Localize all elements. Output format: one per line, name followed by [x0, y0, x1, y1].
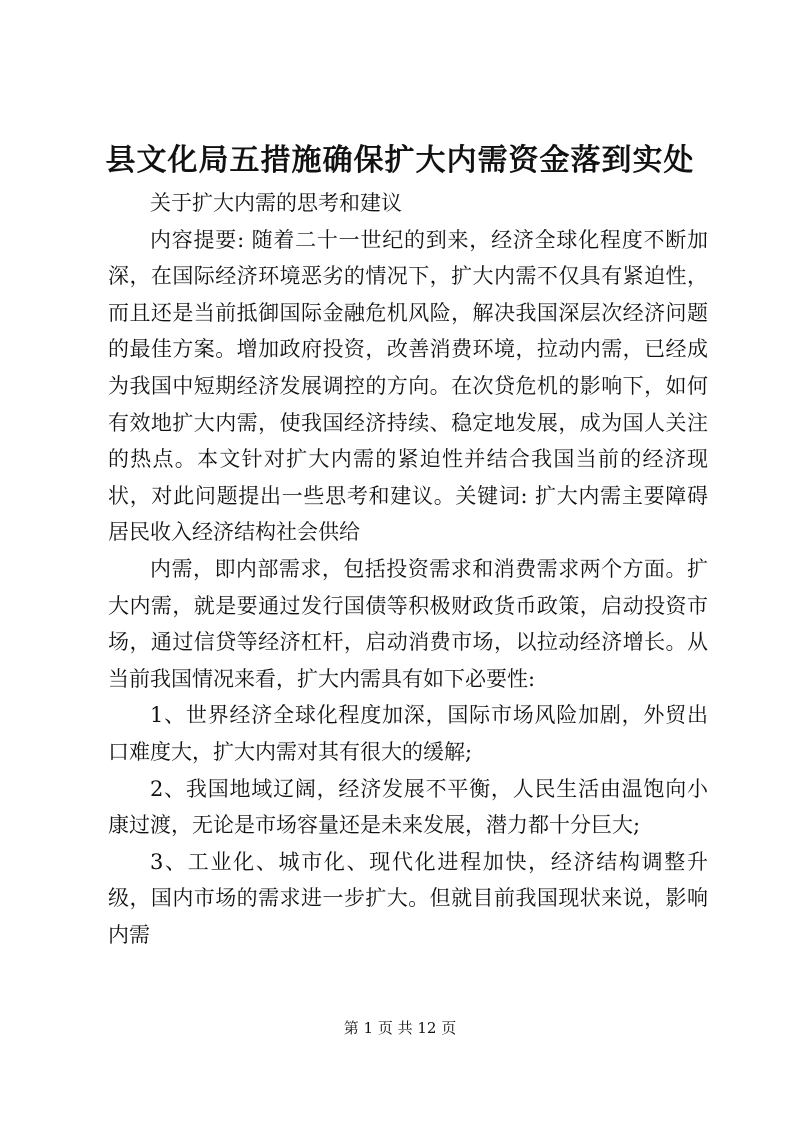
paragraph-point-2: 2、我国地域辽阔，经济发展不平衡，人民生活由温饱向小康过渡，无论是市场容量还是未来发展，潜力都十分巨大; — [108, 776, 708, 838]
paragraph-point-1: 1、世界经济全球化程度加深，国际市场风险加剧，外贸出口难度大，扩大内需对其有很大的缓解; — [108, 703, 708, 764]
paragraph-definition: 内需，即内部需求，包括投资需求和消费需求两个方面。扩大内需，就是要通过发行国债等积极财政货币政策，启动投资市场，通过信贷等经济杠杆，启动消费市场，以拉动经济增长。从当前我国情况来看，扩大内需具有如下必要性: — [108, 556, 708, 691]
paragraph-subtitle: 关于扩大内需的思考和建议 — [150, 191, 402, 215]
document-body — [108, 185, 708, 953]
page-number-label: 第 1 页 共 12 页 — [343, 1019, 457, 1037]
paragraph-point-3: 3、工业化、城市化、现代化进程加快，经济结构调整升级，国内市场的需求进一步扩大。但就目前我国现状来说，影响内需 — [108, 849, 708, 947]
document-title: 县文化局五措施确保扩大内需资金落到实处 — [105, 143, 695, 178]
paragraph-abstract: 内容提要: 随着二十一世纪的到来，经济全球化程度不断加深，在国际经济环境恶劣的情况下，扩大内需不仅具有紧迫性，而且还是当前抵御国际金融危机风险，解决我国深层次经济问题的最佳方案。增加政府投资，改善消费环境，拉动内需，已经成为我国中短期经济发展调控的方向。在次贷危机的影响下，如何有效地扩大内需，使我国经济持续、稳定地发展，成为国人关注的热点。本文针对扩大内需的紧迫性并结合我国当前的经济现状，对此问题提出一些思考和建议。关键词: 扩大内需主要障碍居民收入经济结构社会供给 — [108, 227, 708, 545]
page-footer — [0, 1018, 800, 1038]
